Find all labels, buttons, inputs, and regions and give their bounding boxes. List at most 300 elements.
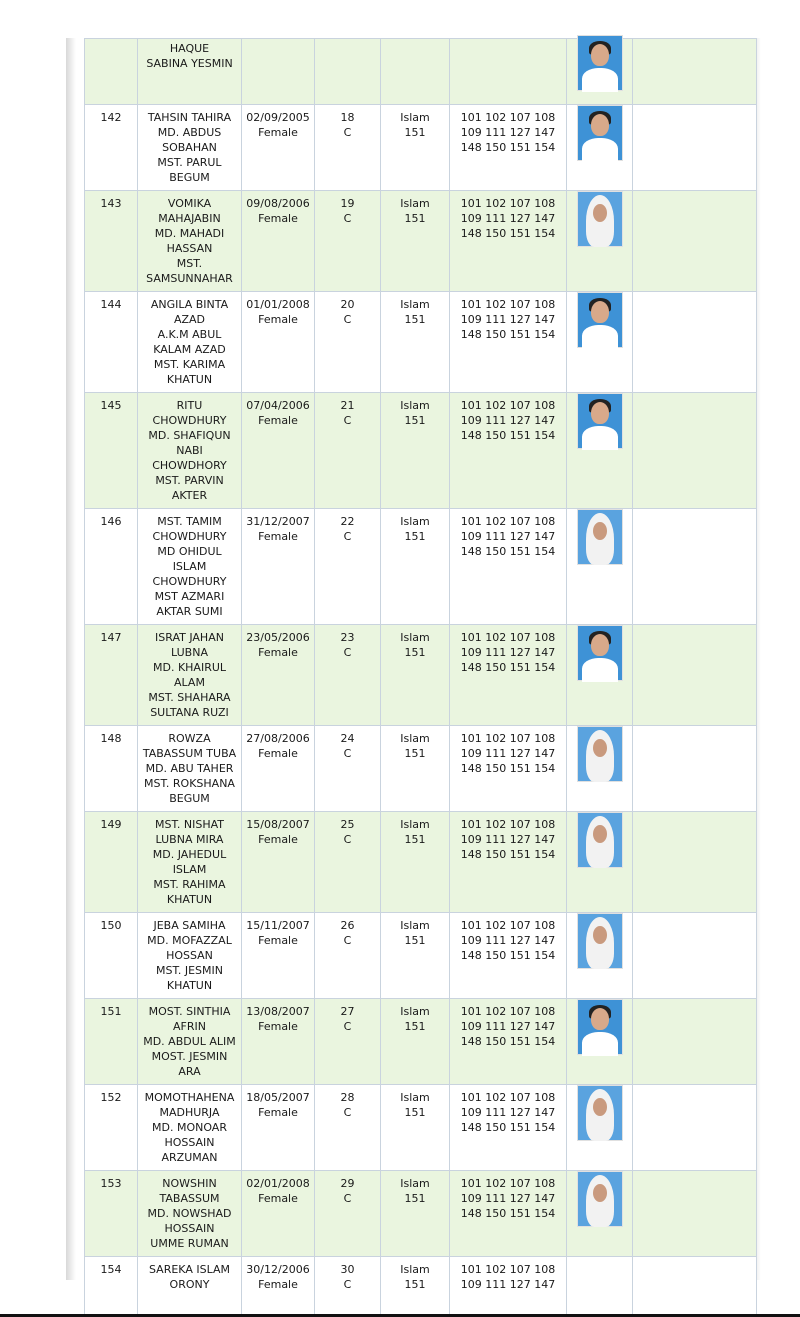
- gender: Female: [258, 747, 298, 760]
- photo-cell: [567, 625, 633, 726]
- student-row: [85, 913, 757, 999]
- subject-codes-line: 148 150 151 154: [460, 1207, 556, 1220]
- roll-cell: [315, 1085, 381, 1171]
- religion-code: 151: [404, 1192, 426, 1205]
- date-of-birth: 18/05/2007: [246, 1091, 310, 1104]
- name-line: HAQUE: [169, 42, 210, 55]
- subjects-cell: [450, 1171, 567, 1257]
- name-line: MST. PARUL: [157, 156, 222, 169]
- student-photo: [577, 1171, 623, 1227]
- name-cell: [138, 999, 242, 1085]
- subjects-cell: [450, 39, 567, 105]
- gender: Female: [258, 646, 298, 659]
- name-line: ARZUMAN: [161, 1151, 218, 1164]
- dob-cell: [242, 812, 315, 913]
- date-of-birth: 01/01/2008: [246, 298, 310, 311]
- serial-cell: [85, 191, 138, 292]
- date-of-birth: 31/12/2007: [246, 515, 310, 528]
- photo-cell: [567, 1085, 633, 1171]
- religion: Islam: [400, 919, 430, 932]
- section: C: [343, 1192, 352, 1205]
- remarks-cell: [633, 726, 757, 812]
- roll-number: 25: [340, 818, 355, 831]
- serial-cell: [85, 1171, 138, 1257]
- name-line: ANGILA BINTA: [150, 298, 229, 311]
- name-line: MD. NOWSHAD: [147, 1207, 232, 1220]
- subject-codes-line: 148 150 151 154: [460, 429, 556, 442]
- name-line: MD OHIDUL: [157, 545, 222, 558]
- name-line: ORONY: [169, 1278, 210, 1291]
- subjects-cell: [450, 1257, 567, 1317]
- subject-codes-line: 148 150 151 154: [460, 1035, 556, 1048]
- religion-code: 151: [404, 414, 426, 427]
- name-line: MOMOTHAHENA: [144, 1091, 235, 1104]
- subject-codes-line: 109 111 127 147: [460, 646, 556, 659]
- photo-cell: [567, 812, 633, 913]
- student-photo: [577, 509, 623, 565]
- name-cell: [138, 191, 242, 292]
- name-line: ALAM: [174, 676, 205, 689]
- name-line: MD. JAHEDUL: [152, 848, 227, 861]
- serial-number: 154: [100, 1263, 122, 1276]
- remarks-cell: [633, 191, 757, 292]
- name-line: JEBA SAMIHA: [153, 919, 226, 932]
- name-line: MST. JESMIN: [155, 964, 224, 977]
- religion: Islam: [400, 1091, 430, 1104]
- subject-codes-line: 101 102 107 108: [460, 399, 556, 412]
- dob-cell: [242, 625, 315, 726]
- photo-cell: [567, 39, 633, 105]
- name-line: BEGUM: [169, 792, 210, 805]
- roll-number: 29: [340, 1177, 355, 1190]
- subjects-cell: [450, 393, 567, 509]
- name-line: SULTANA RUZI: [150, 706, 229, 719]
- name-line: NABI: [176, 444, 203, 457]
- subject-codes-line: 109 111 127 147: [460, 1106, 556, 1119]
- student-row: [85, 726, 757, 812]
- name-line: MD. KHAIRUL: [152, 661, 227, 674]
- photo-cell: [567, 999, 633, 1085]
- name-line: MD. ABDUL ALIM: [143, 1035, 236, 1048]
- name-line: MD. MOFAZZAL: [147, 934, 232, 947]
- religion-cell: [381, 191, 450, 292]
- roll-number: 28: [340, 1091, 355, 1104]
- name-line: MST AZMARI: [154, 590, 225, 603]
- name-line: MST. PARVIN: [155, 474, 224, 487]
- subject-codes-line: 101 102 107 108: [460, 1263, 556, 1276]
- student-row: [85, 1171, 757, 1257]
- name-line: UMME RUMAN: [150, 1237, 229, 1250]
- section: C: [343, 747, 352, 760]
- subject-codes-line: 148 150 151 154: [460, 661, 556, 674]
- subject-codes-line: 101 102 107 108: [460, 298, 556, 311]
- student-photo: [577, 35, 623, 91]
- name-cell: [138, 1257, 242, 1317]
- name-cell: [138, 1085, 242, 1171]
- student-photo: [577, 625, 623, 681]
- student-row: [85, 105, 757, 191]
- roll-cell: [315, 1171, 381, 1257]
- name-cell: [138, 509, 242, 625]
- roll-number: 30: [340, 1263, 355, 1276]
- section: C: [343, 414, 352, 427]
- serial-cell: [85, 625, 138, 726]
- subject-codes-line: 101 102 107 108: [460, 631, 556, 644]
- subjects-cell: [450, 726, 567, 812]
- remarks-cell: [633, 39, 757, 105]
- religion-code: 151: [404, 126, 426, 139]
- roll-number: 23: [340, 631, 355, 644]
- student-photo: [577, 812, 623, 868]
- name-line: MST. NISHAT: [155, 818, 224, 831]
- date-of-birth: 02/09/2005: [246, 111, 310, 124]
- name-cell: [138, 39, 242, 105]
- subject-codes-line: 109 111 127 147: [460, 934, 556, 947]
- student-photo: [577, 191, 623, 247]
- religion-code: 151: [404, 1020, 426, 1033]
- name-line: SAMSUNNAHAR: [146, 272, 233, 285]
- name-line: HASSAN: [166, 242, 213, 255]
- roll-number: 22: [340, 515, 355, 528]
- serial-cell: [85, 913, 138, 999]
- roll-cell: [315, 191, 381, 292]
- remarks-cell: [633, 999, 757, 1085]
- subject-codes-line: 101 102 107 108: [460, 515, 556, 528]
- gender: Female: [258, 530, 298, 543]
- serial-cell: [85, 105, 138, 191]
- name-line: MST.: [176, 257, 203, 270]
- student-row: [85, 999, 757, 1085]
- roll-number: 27: [340, 1005, 355, 1018]
- gender: Female: [258, 1192, 298, 1205]
- name-cell: [138, 812, 242, 913]
- subjects-cell: [450, 625, 567, 726]
- roll-number: 20: [340, 298, 355, 311]
- name-line: ISRAT JAHAN: [155, 631, 224, 644]
- name-line: MADHURJA: [159, 1106, 220, 1119]
- subject-codes-line: 101 102 107 108: [460, 919, 556, 932]
- name-cell: [138, 625, 242, 726]
- religion-code: 151: [404, 646, 426, 659]
- name-line: CHOWDHORY: [152, 459, 227, 472]
- name-line: SOBAHAN: [162, 141, 217, 154]
- roll-number: 19: [340, 197, 355, 210]
- name-line: MOST. SINTHIA: [148, 1005, 231, 1018]
- religion-code: 151: [404, 1278, 426, 1291]
- subject-codes-line: 148 150 151 154: [460, 328, 556, 341]
- name-line: AFRIN: [173, 1020, 206, 1033]
- student-row: [85, 1085, 757, 1171]
- serial-number: 147: [100, 631, 122, 644]
- dob-cell: [242, 191, 315, 292]
- serial-cell: [85, 999, 138, 1085]
- dob-cell: [242, 726, 315, 812]
- gender: Female: [258, 1106, 298, 1119]
- name-line: MST. SHAHARA: [148, 691, 231, 704]
- religion-cell: [381, 1085, 450, 1171]
- name-line: SABINA YESMIN: [146, 57, 233, 70]
- name-line: MD. ABU TAHER: [145, 762, 234, 775]
- dob-cell: [242, 393, 315, 509]
- subject-codes-line: 148 150 151 154: [460, 227, 556, 240]
- serial-number: 148: [100, 732, 122, 745]
- name-cell: [138, 726, 242, 812]
- name-cell: [138, 393, 242, 509]
- date-of-birth: 13/08/2007: [246, 1005, 310, 1018]
- remarks-cell: [633, 1085, 757, 1171]
- serial-cell: [85, 393, 138, 509]
- name-line: MD. MONOAR: [152, 1121, 227, 1134]
- name-line: MD. SHAFIQUN: [148, 429, 231, 442]
- name-line: TAHSIN TAHIRA: [147, 111, 232, 124]
- student-row: [85, 625, 757, 726]
- serial-number: 153: [100, 1177, 122, 1190]
- name-line: KHATUN: [166, 979, 213, 992]
- roll-cell: [315, 812, 381, 913]
- religion-code: 151: [404, 212, 426, 225]
- roll-cell: [315, 1257, 381, 1317]
- religion: Islam: [400, 197, 430, 210]
- subject-codes-line: 148 150 151 154: [460, 848, 556, 861]
- subject-codes-line: 101 102 107 108: [460, 1177, 556, 1190]
- gender: Female: [258, 313, 298, 326]
- roll-cell: [315, 999, 381, 1085]
- subjects-cell: [450, 105, 567, 191]
- name-line: HOSSAIN: [164, 1136, 215, 1149]
- religion: Islam: [400, 1005, 430, 1018]
- section: C: [343, 530, 352, 543]
- subject-codes-line: 109 111 127 147: [460, 530, 556, 543]
- religion: Islam: [400, 1177, 430, 1190]
- name-line: AKTER: [171, 489, 208, 502]
- student-row: [85, 812, 757, 913]
- subject-codes-line: 148 150 151 154: [460, 949, 556, 962]
- student-photo: [577, 1085, 623, 1141]
- religion: Islam: [400, 298, 430, 311]
- serial-number: 142: [100, 111, 122, 124]
- name-line: MD. ABDUS: [157, 126, 222, 139]
- name-line: VOMIKA: [167, 197, 212, 210]
- religion: Islam: [400, 399, 430, 412]
- name-line: CHOWDHURY: [152, 575, 227, 588]
- student-row: [85, 39, 757, 105]
- serial-cell: [85, 812, 138, 913]
- subject-codes-line: 109 111 127 147: [460, 414, 556, 427]
- religion-cell: [381, 812, 450, 913]
- religion-cell: [381, 509, 450, 625]
- serial-number: 143: [100, 197, 122, 210]
- student-row: [85, 292, 757, 393]
- dob-cell: [242, 1085, 315, 1171]
- photo-cell: [567, 1257, 633, 1317]
- name-line: TABASSUM: [159, 1192, 220, 1205]
- roll-number: 18: [340, 111, 355, 124]
- name-line: HOSSAIN: [164, 1222, 215, 1235]
- name-line: KHATUN: [166, 373, 213, 386]
- student-photo: [577, 999, 623, 1055]
- dob-cell: [242, 1257, 315, 1317]
- photo-cell: [567, 105, 633, 191]
- religion: Islam: [400, 631, 430, 644]
- name-line: ISLAM: [172, 863, 207, 876]
- roll-cell: [315, 509, 381, 625]
- roll-number: 21: [340, 399, 355, 412]
- serial-number: 145: [100, 399, 122, 412]
- name-line: MST. RAHIMA: [153, 878, 226, 891]
- serial-number: 146: [100, 515, 122, 528]
- subjects-cell: [450, 913, 567, 999]
- date-of-birth: 02/01/2008: [246, 1177, 310, 1190]
- gender: Female: [258, 126, 298, 139]
- section: C: [343, 1106, 352, 1119]
- name-line: SAREKA ISLAM: [149, 1263, 230, 1276]
- student-row: [85, 393, 757, 509]
- subject-codes-line: 101 102 107 108: [460, 197, 556, 210]
- dob-cell: [242, 39, 315, 105]
- photo-cell: [567, 191, 633, 292]
- name-line: MD. MAHADI: [154, 227, 225, 240]
- subjects-cell: [450, 509, 567, 625]
- roll-cell: [315, 292, 381, 393]
- name-line: AKTAR SUMI: [156, 605, 223, 618]
- religion-code: 151: [404, 313, 426, 326]
- name-line: MAHAJABIN: [158, 212, 221, 225]
- religion-cell: [381, 625, 450, 726]
- photo-cell: [567, 1171, 633, 1257]
- serial-cell: [85, 1257, 138, 1317]
- subject-codes-line: 109 111 127 147: [460, 1278, 556, 1291]
- serial-cell: [85, 292, 138, 393]
- name-cell: [138, 105, 242, 191]
- name-line: TABASSUM TUBA: [142, 747, 237, 760]
- religion-code: 151: [404, 747, 426, 760]
- student-table: [84, 38, 757, 1317]
- section: C: [343, 1020, 352, 1033]
- remarks-cell: [633, 393, 757, 509]
- section: C: [343, 313, 352, 326]
- photo-cell: [567, 726, 633, 812]
- subject-codes-line: 101 102 107 108: [460, 818, 556, 831]
- date-of-birth: 23/05/2006: [246, 631, 310, 644]
- section: C: [343, 1278, 352, 1291]
- name-line: BEGUM: [169, 171, 210, 184]
- religion-cell: [381, 1171, 450, 1257]
- dob-cell: [242, 292, 315, 393]
- name-line: KALAM AZAD: [153, 343, 226, 356]
- roll-number: 24: [340, 732, 355, 745]
- name-line: ARA: [178, 1065, 201, 1078]
- student-table-body: [85, 39, 757, 1317]
- photo-cell: [567, 913, 633, 999]
- roll-cell: [315, 625, 381, 726]
- religion-cell: [381, 999, 450, 1085]
- student-photo: [577, 292, 623, 348]
- name-line: MOST. JESMIN: [151, 1050, 228, 1063]
- subject-codes-line: 109 111 127 147: [460, 1020, 556, 1033]
- roll-cell: [315, 393, 381, 509]
- name-line: MST. KARIMA: [153, 358, 226, 371]
- name-line: LUBNA MIRA: [155, 833, 224, 846]
- religion-code: 151: [404, 1106, 426, 1119]
- subject-codes-line: 148 150 151 154: [460, 141, 556, 154]
- subject-codes-line: 148 150 151 154: [460, 545, 556, 558]
- roll-cell: [315, 726, 381, 812]
- gender: Female: [258, 934, 298, 947]
- subject-codes-line: 101 102 107 108: [460, 111, 556, 124]
- remarks-cell: [633, 509, 757, 625]
- serial-number: 149: [100, 818, 122, 831]
- name-line: MST. TAMIM: [157, 515, 222, 528]
- serial-number: 152: [100, 1091, 122, 1104]
- subjects-cell: [450, 191, 567, 292]
- section: C: [343, 934, 352, 947]
- page-top-blur: [0, 0, 800, 38]
- name-line: LUBNA: [171, 646, 208, 659]
- subject-codes-line: 109 111 127 147: [460, 313, 556, 326]
- subject-codes-line: 101 102 107 108: [460, 1091, 556, 1104]
- name-line: AZAD: [173, 313, 206, 326]
- name-cell: [138, 913, 242, 999]
- name-line: ISLAM: [172, 560, 207, 573]
- serial-cell: [85, 1085, 138, 1171]
- remarks-cell: [633, 625, 757, 726]
- religion-code: 151: [404, 934, 426, 947]
- subject-codes-line: 109 111 127 147: [460, 212, 556, 225]
- subjects-cell: [450, 999, 567, 1085]
- religion: Islam: [400, 732, 430, 745]
- roll-cell: [315, 39, 381, 105]
- photo-cell: [567, 292, 633, 393]
- date-of-birth: 27/08/2006: [246, 732, 310, 745]
- name-cell: [138, 1171, 242, 1257]
- subjects-cell: [450, 1085, 567, 1171]
- subject-codes-line: 148 150 151 154: [460, 1121, 556, 1134]
- student-row: [85, 191, 757, 292]
- date-of-birth: 15/11/2007: [246, 919, 310, 932]
- religion-cell: [381, 393, 450, 509]
- religion-cell: [381, 913, 450, 999]
- religion-cell: [381, 105, 450, 191]
- name-line: NOWSHIN: [162, 1177, 217, 1190]
- gender: Female: [258, 1020, 298, 1033]
- section: C: [343, 126, 352, 139]
- subject-codes-line: 148 150 151 154: [460, 762, 556, 775]
- roll-number: 26: [340, 919, 355, 932]
- subjects-cell: [450, 812, 567, 913]
- roll-cell: [315, 105, 381, 191]
- serial-number: 144: [100, 298, 122, 311]
- remarks-cell: [633, 812, 757, 913]
- section: C: [343, 833, 352, 846]
- serial-number: 151: [100, 1005, 122, 1018]
- section: C: [343, 646, 352, 659]
- dob-cell: [242, 509, 315, 625]
- date-of-birth: 30/12/2006: [246, 1263, 310, 1276]
- remarks-cell: [633, 105, 757, 191]
- name-line: HOSSAN: [166, 949, 213, 962]
- roll-cell: [315, 913, 381, 999]
- date-of-birth: 07/04/2006: [246, 399, 310, 412]
- page-left-shadow: [66, 38, 76, 1280]
- name-line: A.K.M ABUL: [157, 328, 222, 341]
- date-of-birth: 09/08/2006: [246, 197, 310, 210]
- subject-codes-line: 101 102 107 108: [460, 732, 556, 745]
- gender: Female: [258, 1278, 298, 1291]
- serial-number: 150: [100, 919, 122, 932]
- name-line: KHATUN: [166, 893, 213, 906]
- religion: Islam: [400, 1263, 430, 1276]
- remarks-cell: [633, 1171, 757, 1257]
